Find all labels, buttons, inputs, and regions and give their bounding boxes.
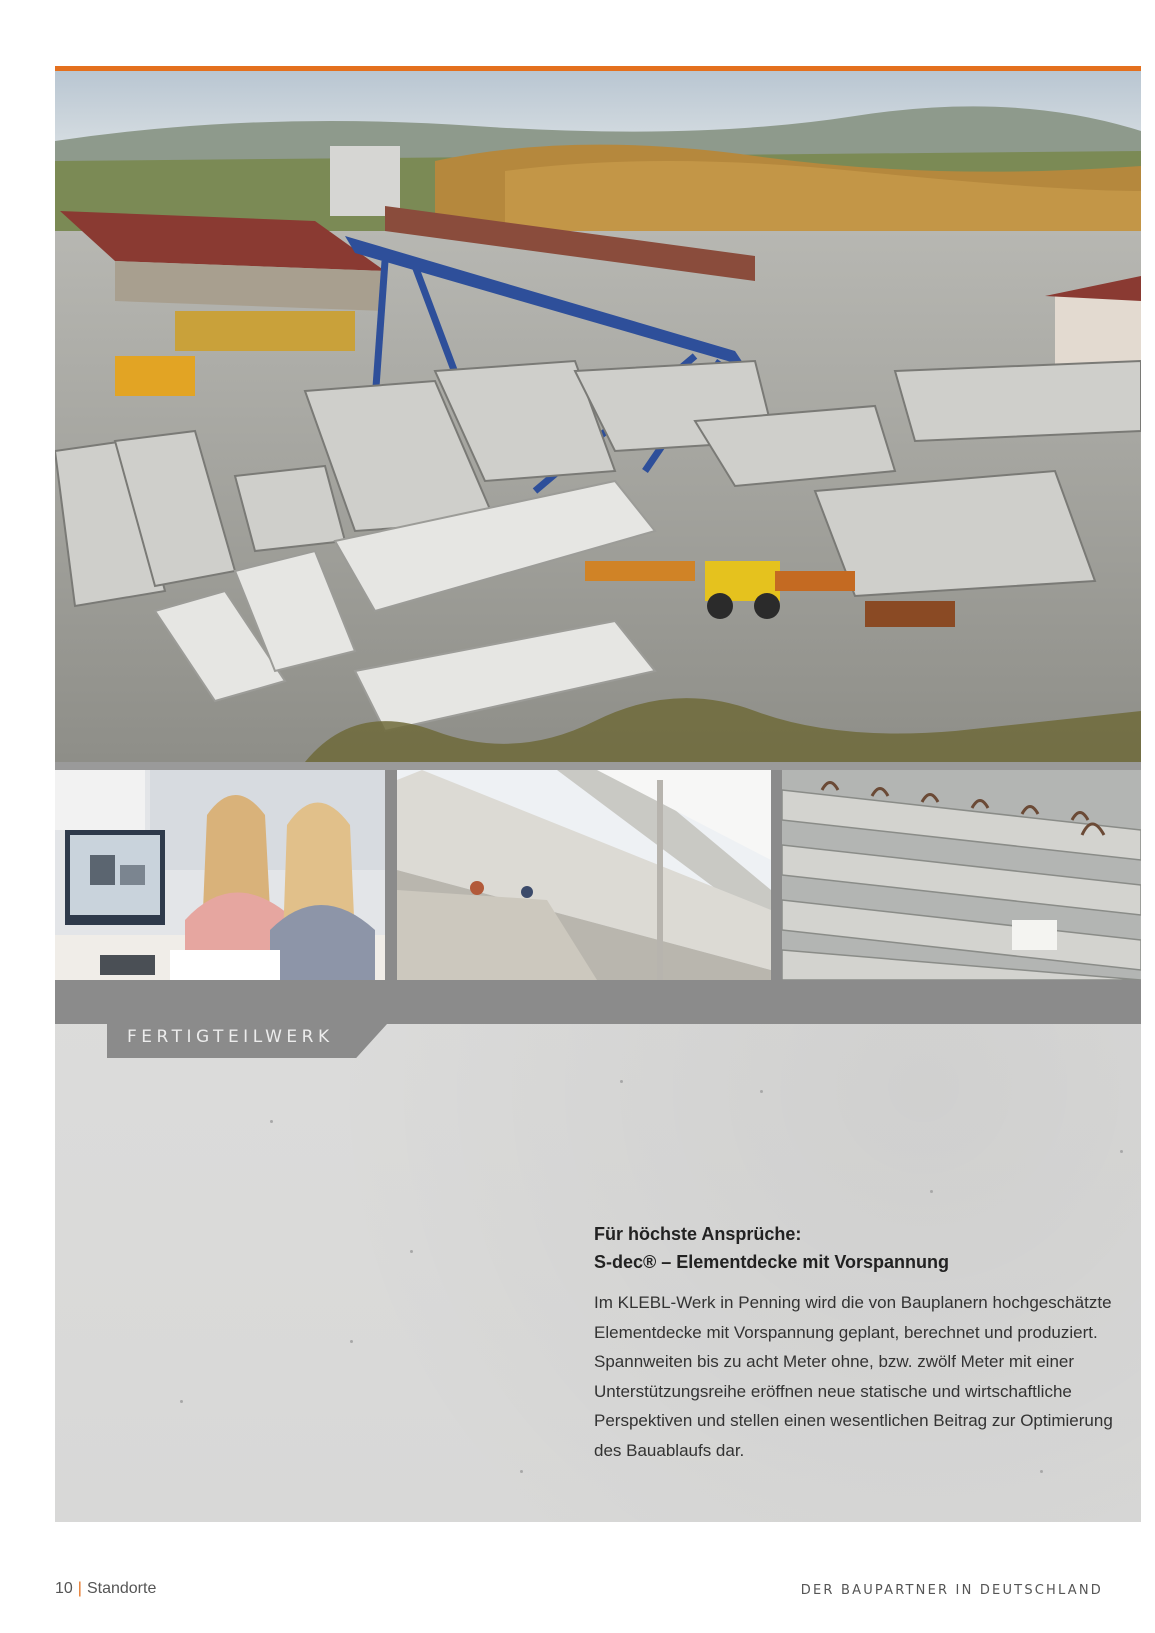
gray-band-top-edge (55, 762, 1141, 770)
cad-office-photo (55, 770, 385, 980)
precast-slab-lifting-photo (397, 770, 771, 980)
article-body: Im KLEBL-Werk in Penning wird die von Bauplanern hochgeschätzte Elementdecke mit Vorspannung geplant, berechnet und produziert. Spannweiten bis zu acht Meter ohne, bzw. zwölf Meter mit einer Unterstützungsreihe eröffnen neue statische und wirtschaftliche Perspektiven und stellen einen wesentlichen Beitrag zur Optimierung des Bauablaufs dar. (594, 1293, 1113, 1460)
section-label: FERTIGTEILWERK (127, 1027, 334, 1047)
slab-rebar-detail-photo (782, 770, 1141, 980)
footer-separator: | (77, 1580, 82, 1597)
article-heading (594, 1220, 1114, 1276)
article-heading-line-1: Für höchste Ansprüche: (594, 1224, 802, 1244)
precast-plant-aerial-photo (55, 71, 1141, 762)
article-block (594, 1220, 1114, 1465)
article-heading-line-2: S-dec® – Elementdecke mit Vorspannung (594, 1252, 950, 1272)
footer-section-name: Standorte (86, 1580, 157, 1597)
page-number: 10 (55, 1580, 73, 1597)
page-footer-left (55, 1580, 156, 1598)
footer-tagline: DER BAUPARTNER IN DEUTSCHLAND (800, 1583, 1103, 1598)
